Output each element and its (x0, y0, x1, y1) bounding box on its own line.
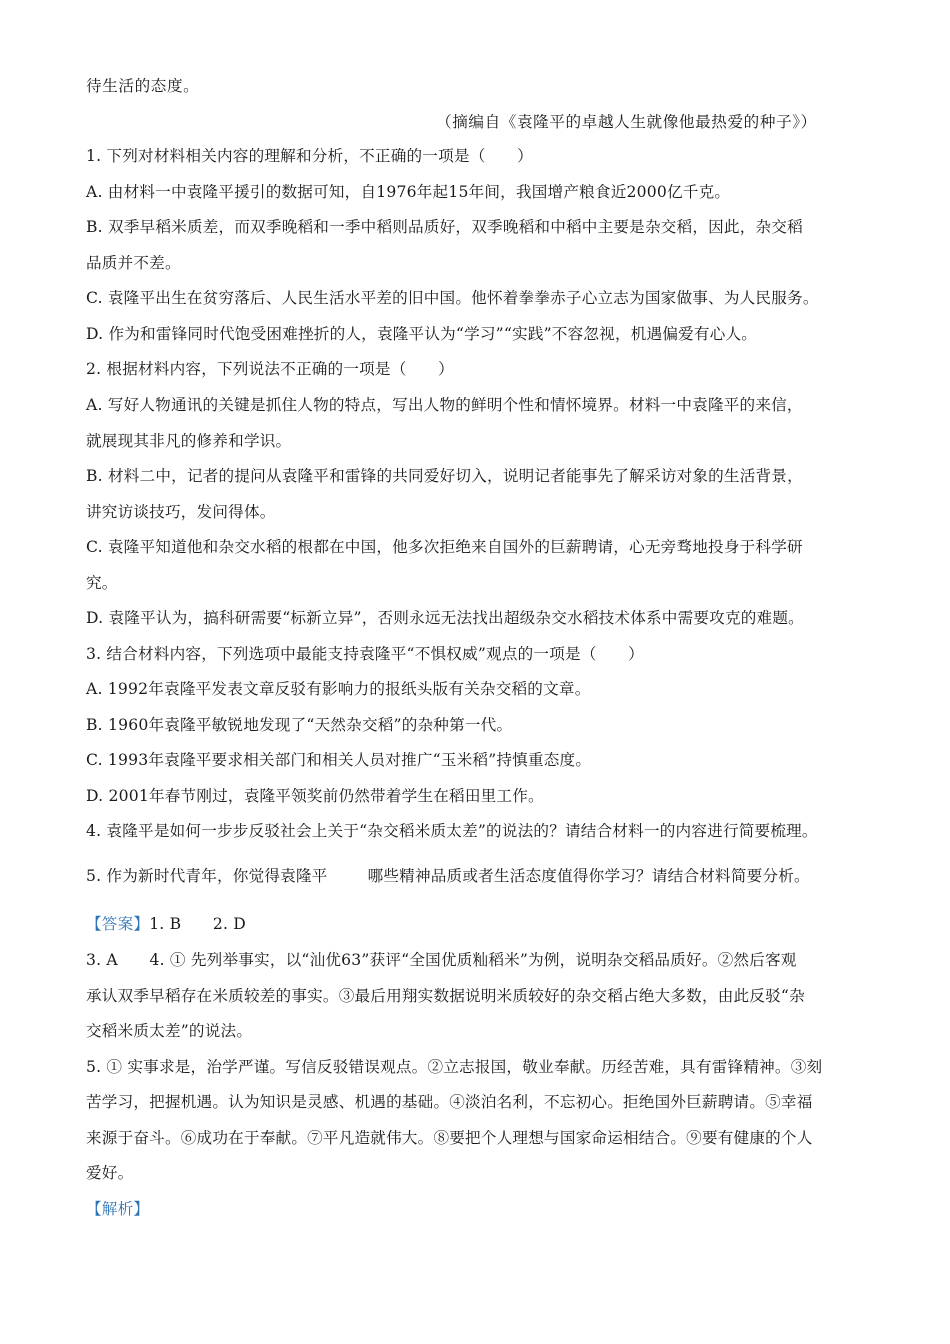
answer-4-cont-2: 交稻米质太差”的说法。 (86, 1022, 253, 1040)
q1-option-a: A. 由材料一中袁隆平援引的数据可知，自1976年起15年间，我国增产粮食近2000亿千克。 (86, 183, 731, 201)
answer-1-2: 1. B 2. D (149, 915, 247, 933)
question-1: 1. 下列对材料相关内容的理解和分析，不正确的一项是（ ） (86, 147, 533, 165)
answer-5-cont-1: 苦学习，把握机遇。认为知识是灵感、机遇的基础。④淡泊名利，不忘初心。拒绝国外巨薪聘请。⑤幸福 (86, 1093, 813, 1111)
analysis-label: 【解析】 (86, 1200, 150, 1218)
question-3: 3. 结合材料内容，下列选项中最能支持袁隆平“不惧权威”观点的一项是（ ） (86, 645, 644, 663)
question-5 (86, 866, 810, 886)
source-citation: （摘编自《袁隆平的卓越人生就像他最热爱的种子》） (436, 113, 817, 131)
q2-option-c-cont: 究。 (86, 574, 118, 592)
q3-option-c: C. 1993年袁隆平要求相关部门和相关人员对推广“玉米稻”持慎重态度。 (86, 751, 592, 769)
q2-option-c: C. 袁隆平知道他和杂交水稻的根都在中国，他多次拒绝来自国外的巨薪聘请，心无旁骛地投身于科学研 (86, 538, 803, 556)
q1-option-d: D. 作为和雷锋同时代饱受困难挫折的人，袁隆平认为“学习”“实践”不容忽视，机遇偏爱有心人。 (86, 325, 758, 343)
continuation-text: 待生活的态度。 (86, 77, 200, 95)
question-5-part-1: 5. 作为新时代青年，你觉得袁隆平 (86, 867, 328, 885)
q2-option-a-cont: 就展现其非凡的修养和学识。 (86, 432, 292, 450)
q2-option-b-cont: 讲究访谈技巧，发问得体。 (86, 503, 276, 521)
answer-5-cont-2: 来源于奋斗。⑥成功在于奉献。⑦平凡造就伟大。⑧要把个人理想与国家命运相结合。⑨要有健康的个人 (86, 1129, 813, 1147)
answer-label: 【答案】 (86, 915, 150, 933)
question-5-part-2: 哪些精神品质或者生活态度值得你学习？请结合材料简要分析。 (367, 867, 810, 885)
q1-option-b-cont: 品质并不差。 (86, 254, 181, 272)
question-4: 4. 袁隆平是如何一步步反驳社会上关于“杂交稻米质太差”的说法的？请结合材料一的内容进行简要梳理。 (86, 822, 818, 840)
answer-5: 5. ① 实事求是，治学严谨。写信反驳错误观点。②立志报国，敬业奉献。历经苦难，具有雷锋精神。③刻 (86, 1058, 823, 1076)
q1-option-c: C. 袁隆平出生在贫穷落后、人民生活水平差的旧中国。他怀着拳拳赤子心立志为国家做事、为人民服务。 (86, 289, 819, 307)
q3-option-a: A. 1992年袁隆平发表文章反驳有影响力的报纸头版有关杂交稻的文章。 (86, 680, 591, 698)
q3-option-b: B. 1960年袁隆平敏锐地发现了“天然杂交稻”的杂种第一代。 (86, 716, 513, 734)
question-2: 2. 根据材料内容，下列说法不正确的一项是（ ） (86, 360, 454, 378)
q2-option-a: A. 写好人物通讯的关键是抓住人物的特点，写出人物的鲜明个性和情怀境界。材料一中袁隆平的来信， (86, 396, 803, 414)
q3-option-d: D. 2001年春节刚过，袁隆平领奖前仍然带着学生在稻田里工作。 (86, 787, 544, 805)
q1-option-b: B. 双季早稻米质差，而双季晚稻和一季中稻则品质好，双季晚稻和中稻中主要是杂交稻，因此，杂交稻 (86, 218, 803, 236)
q2-option-b: B. 材料二中，记者的提问从袁隆平和雷锋的共同爱好切入，说明记者能事先了解采访对象的生活背景， (86, 467, 803, 485)
q2-option-d: D. 袁隆平认为，搞科研需要“标新立异”，否则永远无法找出超级杂交水稻技术体系中需要攻克的难题。 (86, 609, 804, 627)
answer-3-4: 3. A 4. ① 先列举事实，以“汕优63”获评“全国优质籼稻米”为例，说明杂交稻品质好。②然后客观 (86, 951, 797, 969)
answer-4-cont-1: 承认双季早稻存在米质较差的事实。③最后用翔实数据说明米质较好的杂交稻占绝大多数，由此反驳“杂 (86, 987, 805, 1005)
answer-line-1 (86, 914, 246, 934)
answer-5-cont-3: 爱好。 (86, 1164, 134, 1182)
